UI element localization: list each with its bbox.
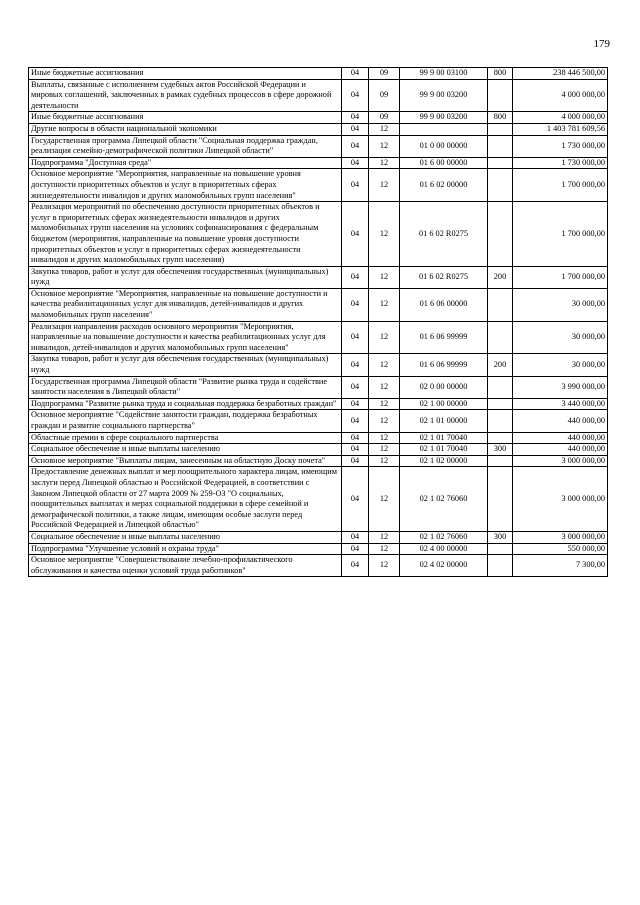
- amount-cell: 30 000,00: [513, 321, 608, 354]
- row-name-cell: Социальное обеспечение и иные выплаты населению: [29, 531, 342, 543]
- amount-cell: 1 700 000,00: [513, 169, 608, 202]
- target-article-cell: 02 1 00 00000: [400, 398, 488, 410]
- table-row: [29, 467, 608, 532]
- target-article-cell: 01 6 00 00000: [400, 157, 488, 169]
- subsection-code-cell: 12: [369, 455, 400, 467]
- subsection-code-cell: 12: [369, 410, 400, 432]
- subsection-code-cell: 12: [369, 555, 400, 577]
- subsection-code-cell: 09: [369, 68, 400, 80]
- row-name-cell: Основное мероприятие "Мероприятия, направленные на повышение уровня доступности приоритетных объектов и услуг в приоритетных сферах жизнедеятельности инвалидов и других маломобильных групп населения": [29, 169, 342, 202]
- subsection-code-cell: 12: [369, 123, 400, 135]
- section-code-cell: 04: [342, 543, 369, 555]
- target-article-cell: 01 6 06 99999: [400, 354, 488, 376]
- expense-type-cell: [488, 123, 513, 135]
- amount-cell: 1 730 000,00: [513, 157, 608, 169]
- row-name-cell: Подпрограмма "Улучшение условий и охраны труда": [29, 543, 342, 555]
- section-code-cell: 04: [342, 354, 369, 376]
- subsection-code-cell: 12: [369, 398, 400, 410]
- row-name-cell: Основное мероприятие "Выплаты лицам, занесенным на областную Доску почета": [29, 455, 342, 467]
- subsection-code-cell: 12: [369, 288, 400, 321]
- amount-cell: 440 000,00: [513, 432, 608, 444]
- expense-type-cell: [488, 321, 513, 354]
- table-row: [29, 543, 608, 555]
- row-name-cell: Иные бюджетные ассигнования: [29, 68, 342, 80]
- expense-type-cell: 300: [488, 531, 513, 543]
- expense-type-cell: [488, 398, 513, 410]
- target-article-cell: 02 0 00 00000: [400, 376, 488, 398]
- row-name-cell: Основное мероприятие "Содействие занятости граждан, поддержка безработных граждан и развитие социального партнерства": [29, 410, 342, 432]
- table-row: [29, 432, 608, 444]
- subsection-code-cell: 12: [369, 444, 400, 456]
- amount-cell: 30 000,00: [513, 354, 608, 376]
- section-code-cell: 04: [342, 68, 369, 80]
- amount-cell: 7 300,00: [513, 555, 608, 577]
- amount-cell: 1 700 000,00: [513, 202, 608, 267]
- table-row: [29, 444, 608, 456]
- section-code-cell: 04: [342, 376, 369, 398]
- amount-cell: 3 990 000,00: [513, 376, 608, 398]
- section-code-cell: 04: [342, 467, 369, 532]
- table-row: [29, 112, 608, 124]
- target-article-cell: 02 1 01 70040: [400, 432, 488, 444]
- expense-type-cell: [488, 432, 513, 444]
- expense-type-cell: 300: [488, 444, 513, 456]
- section-code-cell: 04: [342, 410, 369, 432]
- table-row: [29, 321, 608, 354]
- table-row: [29, 531, 608, 543]
- row-name-cell: Закупка товаров, работ и услуг для обеспечения государственных (муниципальных) нужд: [29, 354, 342, 376]
- subsection-code-cell: 09: [369, 79, 400, 112]
- expense-type-cell: 200: [488, 354, 513, 376]
- section-code-cell: 04: [342, 455, 369, 467]
- section-code-cell: 04: [342, 432, 369, 444]
- table-row: [29, 157, 608, 169]
- subsection-code-cell: 12: [369, 169, 400, 202]
- row-name-cell: Иные бюджетные ассигнования: [29, 112, 342, 124]
- expense-type-cell: 800: [488, 68, 513, 80]
- row-name-cell: Другие вопросы в области национальной экономики: [29, 123, 342, 135]
- section-code-cell: 04: [342, 321, 369, 354]
- target-article-cell: 02 1 01 70040: [400, 444, 488, 456]
- section-code-cell: 04: [342, 398, 369, 410]
- table-row: [29, 123, 608, 135]
- subsection-code-cell: 12: [369, 266, 400, 288]
- subsection-code-cell: 12: [369, 157, 400, 169]
- section-code-cell: 04: [342, 157, 369, 169]
- amount-cell: 30 000,00: [513, 288, 608, 321]
- section-code-cell: 04: [342, 135, 369, 157]
- table-row: [29, 68, 608, 80]
- section-code-cell: 04: [342, 531, 369, 543]
- target-article-cell: 02 1 02 76060: [400, 531, 488, 543]
- target-article-cell: 01 0 00 00000: [400, 135, 488, 157]
- row-name-cell: Предоставление денежных выплат и мер поощрительного характера лицам, имеющим заслуги перед Липецкой областью и Российской Федерацией, в соответствии с Законом Липецкой области от 27 марта 2009 № 259-ОЗ "О социальных, поощрительных выплатах и мерах социальной поддержки в сфере семейной и демографической политики, а также лицам, имеющим особые заслуги перед Российской Федерацией и Липецкой областью": [29, 467, 342, 532]
- expense-type-cell: [488, 157, 513, 169]
- section-code-cell: 04: [342, 444, 369, 456]
- target-article-cell: 02 1 01 00000: [400, 410, 488, 432]
- target-article-cell: 02 1 02 00000: [400, 455, 488, 467]
- expense-type-cell: [488, 169, 513, 202]
- amount-cell: 4 000 000,00: [513, 79, 608, 112]
- table-row: [29, 202, 608, 267]
- expense-type-cell: [488, 79, 513, 112]
- row-name-cell: Закупка товаров, работ и услуг для обеспечения государственных (муниципальных) нужд: [29, 266, 342, 288]
- expense-type-cell: [488, 135, 513, 157]
- amount-cell: 4 000 000,00: [513, 112, 608, 124]
- subsection-code-cell: 12: [369, 376, 400, 398]
- row-name-cell: Государственная программа Липецкой области "Развитие рынка труда и содействие занятости населения в Липецкой области": [29, 376, 342, 398]
- page-number: 179: [593, 38, 610, 50]
- section-code-cell: 04: [342, 288, 369, 321]
- row-name-cell: Социальное обеспечение и иные выплаты населению: [29, 444, 342, 456]
- amount-cell: 3 000 000,00: [513, 531, 608, 543]
- target-article-cell: 01 6 02 R0275: [400, 266, 488, 288]
- expense-type-cell: 800: [488, 112, 513, 124]
- table-row: [29, 555, 608, 577]
- table-row: [29, 398, 608, 410]
- subsection-code-cell: 12: [369, 467, 400, 532]
- table-row: [29, 135, 608, 157]
- subsection-code-cell: 12: [369, 321, 400, 354]
- row-name-cell: Реализация направления расходов основного мероприятия "Мероприятия, направленные на повышение доступности и качества реабилитационных услуг для инвалидов, детей-инвалидов и других маломобильных групп населения": [29, 321, 342, 354]
- table-row: [29, 266, 608, 288]
- amount-cell: 440 000,00: [513, 410, 608, 432]
- row-name-cell: Основное мероприятие "Мероприятия, направленные на повышение доступности и качества реабилитационных услуг для инвалидов, детей-инвалидов и других маломобильных групп населения": [29, 288, 342, 321]
- section-code-cell: 04: [342, 555, 369, 577]
- amount-cell: 550 000,00: [513, 543, 608, 555]
- subsection-code-cell: 12: [369, 531, 400, 543]
- expense-type-cell: [488, 288, 513, 321]
- row-name-cell: Выплаты, связанные с исполнением судебных актов Российской Федерации и мировых соглашений, заключенных в рамках судебных процессов в сфере дорожной деятельности: [29, 79, 342, 112]
- expense-type-cell: [488, 202, 513, 267]
- section-code-cell: 04: [342, 169, 369, 202]
- subsection-code-cell: 12: [369, 202, 400, 267]
- table-row: [29, 79, 608, 112]
- expense-type-cell: [488, 467, 513, 532]
- subsection-code-cell: 09: [369, 112, 400, 124]
- subsection-code-cell: 12: [369, 354, 400, 376]
- section-code-cell: 04: [342, 266, 369, 288]
- row-name-cell: Подпрограмма "Развитие рынка труда и социальная поддержка безработных граждан": [29, 398, 342, 410]
- expense-type-cell: [488, 543, 513, 555]
- target-article-cell: 02 4 02 00000: [400, 555, 488, 577]
- budget-table: [28, 67, 608, 577]
- row-name-cell: Государственная программа Липецкой области "Социальная поддержка граждан, реализация семейно-демографической политики Липецкой области": [29, 135, 342, 157]
- row-name-cell: Подпрограмма "Доступная среда": [29, 157, 342, 169]
- subsection-code-cell: 12: [369, 543, 400, 555]
- target-article-cell: 01 6 02 00000: [400, 169, 488, 202]
- amount-cell: 3 000 000,00: [513, 455, 608, 467]
- amount-cell: 1 730 000,00: [513, 135, 608, 157]
- expense-type-cell: [488, 376, 513, 398]
- table-row: [29, 376, 608, 398]
- target-article-cell: 02 4 00 00000: [400, 543, 488, 555]
- table-row: [29, 288, 608, 321]
- expense-type-cell: [488, 410, 513, 432]
- target-article-cell: 01 6 06 99999: [400, 321, 488, 354]
- amount-cell: 440 000,00: [513, 444, 608, 456]
- row-name-cell: Основное мероприятие "Совершенствование лечебно-профилактического обслуживания и качества оценки условий труда работников": [29, 555, 342, 577]
- row-name-cell: Областные премии в сфере социального партнерства: [29, 432, 342, 444]
- table-row: [29, 455, 608, 467]
- expense-type-cell: [488, 555, 513, 577]
- expense-type-cell: 200: [488, 266, 513, 288]
- section-code-cell: 04: [342, 202, 369, 267]
- amount-cell: 238 446 500,00: [513, 68, 608, 80]
- target-article-cell: 99 9 00 03200: [400, 79, 488, 112]
- amount-cell: 1 403 781 609,56: [513, 123, 608, 135]
- target-article-cell: 01 6 06 00000: [400, 288, 488, 321]
- table-row: [29, 410, 608, 432]
- subsection-code-cell: 12: [369, 432, 400, 444]
- table-row: [29, 169, 608, 202]
- section-code-cell: 04: [342, 112, 369, 124]
- target-article-cell: [400, 123, 488, 135]
- target-article-cell: 01 6 02 R0275: [400, 202, 488, 267]
- amount-cell: 3 440 000,00: [513, 398, 608, 410]
- amount-cell: 1 700 000,00: [513, 266, 608, 288]
- target-article-cell: 02 1 02 76060: [400, 467, 488, 532]
- section-code-cell: 04: [342, 79, 369, 112]
- expense-type-cell: [488, 455, 513, 467]
- subsection-code-cell: 12: [369, 135, 400, 157]
- section-code-cell: 04: [342, 123, 369, 135]
- target-article-cell: 99 9 00 03200: [400, 112, 488, 124]
- amount-cell: 3 000 000,00: [513, 467, 608, 532]
- row-name-cell: Реализация мероприятий по обеспечению доступности приоритетных объектов и услуг в приоритетных сферах жизнедеятельности инвалидов и других маломобильных групп населения на условиях софинансирования с федеральным бюджетом (мероприятия, направленные на повышение уровня доступности приоритетных объектов и услуг в приоритетных сферах жизнедеятельности инвалидов и других маломобильных групп населения): [29, 202, 342, 267]
- table-row: [29, 354, 608, 376]
- target-article-cell: 99 9 00 03100: [400, 68, 488, 80]
